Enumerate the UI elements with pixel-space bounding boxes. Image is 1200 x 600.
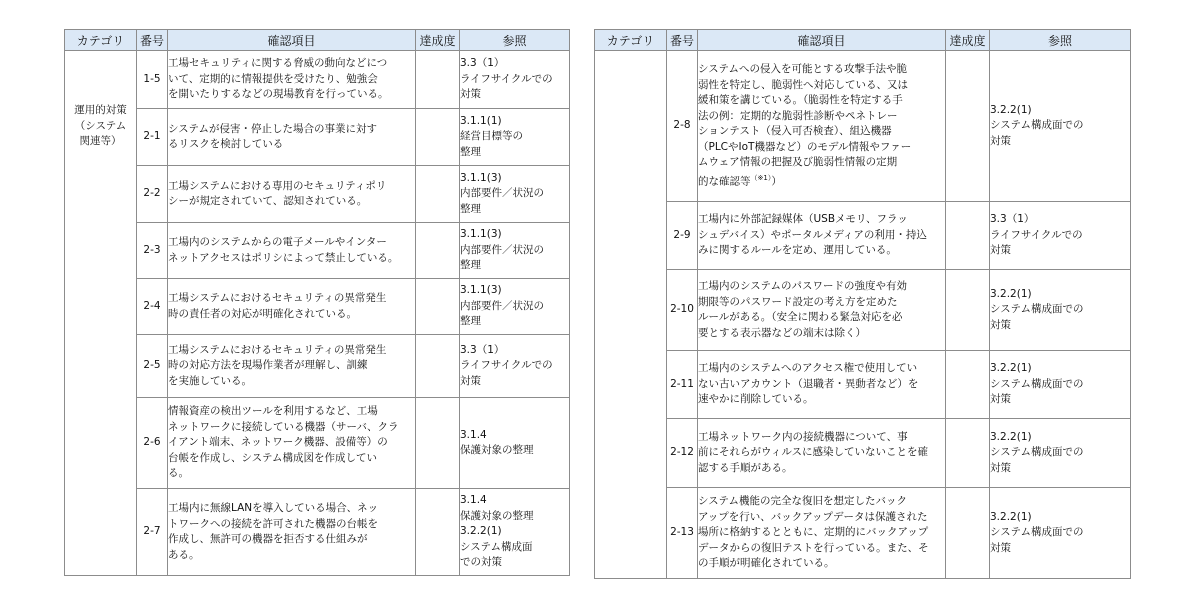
header-row (65, 30, 570, 51)
ref-line: システム構成面での (990, 526, 1084, 539)
item-line: ない古いアカウント（退職者・異動者など）を (698, 377, 919, 390)
check-item (168, 51, 416, 109)
ref-line: 整理 (460, 259, 481, 272)
item-line: ルールがある。（安全に関わる緊急対応を必 (698, 311, 903, 323)
item-line: 工場内に無線LANを導入している場合、ネッ (168, 502, 379, 514)
table-row (595, 351, 1131, 419)
item-line: 情報資産の検出ツールを利用するなど、工場 (168, 405, 378, 418)
ref-line: 3.2.2(1) (460, 525, 502, 538)
ref-line: 内部要件／状況の (460, 243, 544, 256)
item-line: システムが侵害・停止した場合の事業に対す (168, 122, 377, 135)
row-number: 2-3 (137, 223, 168, 279)
ref-line: 3.3（1） (990, 213, 1035, 226)
ref-line: ライフサイクルでの (990, 228, 1083, 241)
item-line: システムへの侵入を可能とする攻撃手法や脆 (698, 63, 907, 76)
achievement-cell[interactable] (416, 166, 460, 223)
item-line: ネットアクセスはポリシによって禁止している。 (168, 251, 399, 264)
header-category: カテゴリ (595, 30, 667, 51)
reference-cell (460, 166, 570, 223)
item-line: 緩和策を講じている。（脆弱性を特定する手 (698, 94, 903, 107)
item-line: 工場システムにおけるセキュリティの異常発生 (168, 343, 387, 356)
check-item (698, 202, 946, 270)
ref-line: 3.1.1(3) (460, 228, 502, 241)
item-line: の手順が明確化されている。 (698, 557, 835, 570)
reference-cell (990, 488, 1131, 579)
ref-line: 対策 (460, 374, 481, 387)
checklist-table-right (594, 29, 1131, 579)
ref-line: 内部要件／状況の (460, 299, 544, 312)
category-cell (595, 51, 667, 579)
item-line: 期限等のパスワード設定の考え方を定めた (698, 295, 898, 308)
row-number: 2-5 (137, 335, 168, 398)
item-line: トワークへの接続を許可された機器の台帳を (168, 517, 378, 530)
item-line: 工場システムにおける専用のセキュリティポリ (168, 179, 387, 192)
item-line: を開いたりするなどの現場教育を行っている。 (168, 88, 389, 101)
reference-cell (460, 279, 570, 335)
item-line: 台帳を作成し、システム構成図を作成してい (168, 451, 377, 464)
check-item (168, 489, 416, 576)
check-item (168, 109, 416, 166)
row-number: 2-10 (667, 270, 698, 351)
table-row (65, 109, 570, 166)
ref-line: 3.3（1） (460, 57, 505, 70)
item-line: る。 (168, 467, 189, 480)
reference-cell (990, 351, 1131, 419)
achievement-cell[interactable] (946, 419, 990, 488)
item-line: るリスクを検討している (168, 138, 284, 150)
ref-line: 対策 (990, 244, 1011, 257)
achievement-cell[interactable] (416, 489, 460, 576)
item-line: 工場内のシステムのパスワードの強度や有効 (698, 280, 907, 292)
ref-line: 3.3（1） (460, 343, 505, 356)
row-number: 2-12 (667, 419, 698, 488)
ref-line: 3.2.2(1) (990, 287, 1032, 300)
achievement-cell[interactable] (946, 202, 990, 270)
item-line: 的な確認等$^{(※1)}$） (698, 173, 782, 188)
reference-cell (460, 51, 570, 109)
category-line: 関連等） (79, 135, 122, 147)
check-item (698, 351, 946, 419)
ref-line: 保護対象の整理 (460, 444, 534, 456)
ref-line: 対策 (990, 393, 1011, 406)
item-line: 弱性を特定し、脆弱性へ対応している、又は (698, 78, 908, 91)
ref-line: システム構成面 (460, 540, 533, 553)
ref-line: 3.2.2(1) (990, 430, 1032, 443)
achievement-cell[interactable] (416, 51, 460, 109)
header-item: 確認項目 (168, 30, 416, 51)
header-category: カテゴリ (65, 30, 137, 51)
item-line: 工場内のシステムからの電子メールやインター (168, 236, 387, 248)
ref-line: 対策 (990, 318, 1011, 331)
item-line: いて、定期的に情報提供を受けたり、勉強会 (168, 72, 378, 85)
item-line: 場所に格納するとともに、定期的にバックアップ (698, 526, 929, 539)
table-row (65, 279, 570, 335)
header-number: 番号 (137, 30, 168, 51)
item-line: 工場ネットワーク内の接続機器について、事 (698, 430, 908, 443)
ref-line: システム構成面での (990, 119, 1084, 132)
item-line: 工場セキュリティに関する脅威の動向などにつ (168, 57, 388, 70)
row-number: 2-7 (137, 489, 168, 576)
table-row (65, 51, 570, 109)
item-line: シュデバイス）やポータルメディアの利用・持込 (698, 228, 927, 241)
ref-line: システム構成面での (990, 446, 1084, 459)
ref-line: 3.1.1(3) (460, 284, 502, 297)
achievement-cell[interactable] (416, 398, 460, 489)
ref-line: 対策 (990, 541, 1011, 554)
achievement-cell[interactable] (946, 270, 990, 351)
ref-line: システム構成面での (990, 303, 1084, 316)
reference-cell (990, 51, 1131, 202)
item-line: を実施している。 (168, 374, 252, 387)
table-row (595, 419, 1131, 488)
ref-line: 整理 (460, 202, 481, 215)
ref-line: 対策 (990, 461, 1011, 474)
row-number: 1-5 (137, 51, 168, 109)
reference-cell (460, 398, 570, 489)
header-number: 番号 (667, 30, 698, 51)
achievement-cell[interactable] (946, 351, 990, 419)
ref-line: 3.2.2(1) (990, 510, 1032, 523)
item-line: シーが規定されていて、認知されている。 (168, 195, 368, 207)
ref-line: 整理 (460, 315, 481, 328)
item-line: 工場システムにおけるセキュリティの異常発生 (168, 292, 387, 304)
item-line: 要とする表示器などの端末は除く） (698, 326, 866, 339)
header-achievement: 達成度 (946, 30, 990, 51)
item-line: みに関するルールを定め、運用している。 (698, 244, 897, 257)
item-line: イアント端末、ネットワーク機器、設備等）の (168, 436, 388, 449)
header-reference: 参照 (990, 30, 1131, 51)
ref-line: 経営目標等の (460, 130, 523, 143)
row-number: 2-4 (137, 279, 168, 335)
item-line: ネットワークに接続している機器（サーバ、クラ (168, 420, 399, 433)
category-line: 運用的対策 (74, 104, 127, 116)
table-row (65, 398, 570, 489)
item-line: 時の対応方法を現場作業者が理解し、訓練 (168, 359, 368, 372)
category-cell (65, 51, 137, 576)
achievement-cell[interactable] (416, 109, 460, 166)
check-item (698, 51, 946, 202)
item-line: 時の責任者の対応が明確化されている。 (168, 307, 357, 320)
item-line: 認する手順がある。 (698, 461, 793, 474)
checklist-table-left (64, 29, 570, 576)
ref-line: での対策 (460, 556, 502, 569)
header-row (595, 30, 1131, 51)
check-item (168, 335, 416, 398)
achievement-cell[interactable] (946, 488, 990, 579)
ref-line: 保護対象の整理 (460, 509, 534, 522)
table-row (65, 223, 570, 279)
achievement-cell[interactable] (416, 335, 460, 398)
reference-cell (460, 223, 570, 279)
table-row (65, 489, 570, 576)
row-number: 2-11 (667, 351, 698, 419)
table-row (595, 51, 1131, 202)
row-number: 2-8 (667, 51, 698, 202)
check-item (698, 270, 946, 351)
row-number: 2-9 (667, 202, 698, 270)
check-item (698, 419, 946, 488)
item-line: システム機能の完全な復旧を想定したバック (698, 495, 907, 508)
item-line: （PLCやIoT機器など）のモデル情報やファー (698, 140, 912, 153)
check-item (698, 488, 946, 579)
reference-cell (460, 489, 570, 576)
reference-cell (990, 419, 1131, 488)
ref-line: 対策 (990, 134, 1011, 147)
category-line: （システム (74, 119, 127, 132)
item-line: アップを行い、バックアップデータは保護された (698, 510, 928, 523)
header-reference: 参照 (460, 30, 570, 51)
ref-line: 3.2.2(1) (990, 362, 1032, 375)
check-item (168, 279, 416, 335)
check-item (168, 166, 416, 223)
ref-line: 3.1.1(1) (460, 114, 502, 127)
item-line: 前にそれらがウィルスに感染していないことを確 (698, 446, 929, 459)
reference-cell (990, 202, 1131, 270)
item-line: 工場内のシステムへのアクセス権で使用してい (698, 362, 918, 375)
item-line: 速やかに削除している。 (698, 393, 814, 406)
item-line: ションテスト（侵入可否検査）、組込機器 (698, 125, 892, 138)
item-line: 作成し、無許可の機器を拒否する仕組みが (168, 533, 368, 545)
achievement-cell[interactable] (946, 51, 990, 202)
header-item: 確認項目 (698, 30, 946, 51)
ref-line: ライフサイクルでの (460, 359, 553, 372)
footnote-marker: （※1） (750, 173, 772, 182)
ref-line: 3.2.2(1) (990, 103, 1032, 116)
table-row (595, 488, 1131, 579)
header-achievement: 達成度 (416, 30, 460, 51)
item-line: 法の例：定期的な脆弱性診断やペネトレー (698, 109, 898, 122)
achievement-cell[interactable] (416, 279, 460, 335)
check-item (168, 398, 416, 489)
item-line: ある。 (168, 548, 200, 561)
ref-line: 対策 (460, 88, 481, 101)
row-number: 2-1 (137, 109, 168, 166)
check-item (168, 223, 416, 279)
reference-cell (460, 109, 570, 166)
row-number: 2-6 (137, 398, 168, 489)
ref-line: ライフサイクルでの (460, 72, 553, 85)
table-row (595, 202, 1131, 270)
ref-line: 3.1.1(3) (460, 171, 502, 184)
ref-line: システム構成面での (990, 377, 1084, 390)
table-row (595, 270, 1131, 351)
item-line: 工場内に外部記録媒体（USBメモリ、フラッ (698, 213, 908, 226)
achievement-cell[interactable] (416, 223, 460, 279)
ref-line: 3.1.4 (460, 494, 487, 507)
reference-cell (460, 335, 570, 398)
item-line: ムウェア情報の把握及び脆弱性情報の定期 (698, 156, 898, 169)
table-row (65, 166, 570, 223)
ref-line: 3.1.4 (460, 428, 487, 441)
item-line: データからの復旧テストを行っている。また、そ (698, 541, 929, 554)
row-number: 2-13 (667, 488, 698, 579)
reference-cell (990, 270, 1131, 351)
row-number: 2-2 (137, 166, 168, 223)
ref-line: 内部要件／状況の (460, 187, 544, 200)
ref-line: 整理 (460, 145, 481, 158)
table-row (65, 335, 570, 398)
